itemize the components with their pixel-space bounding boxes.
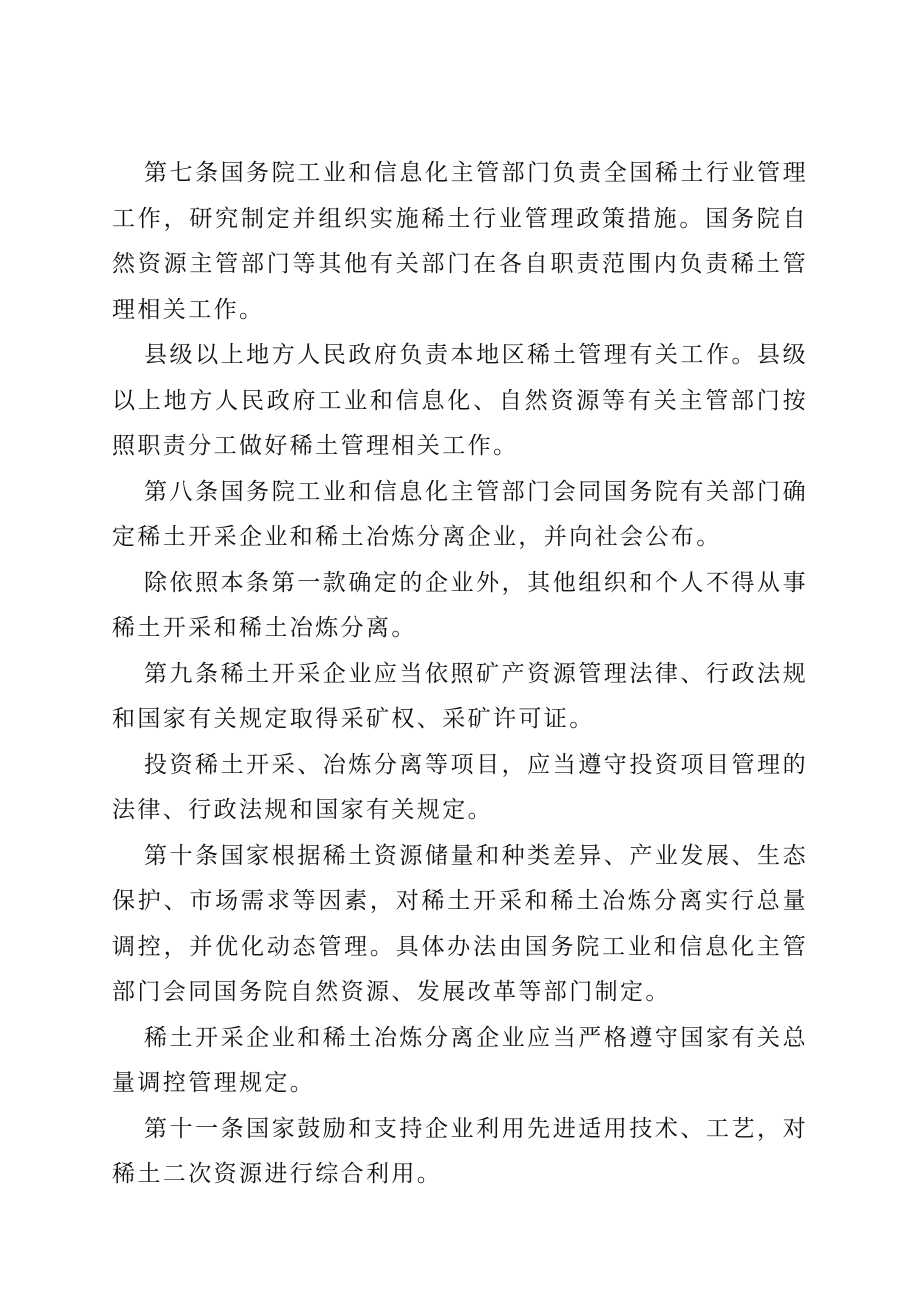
article-8-paragraph-1: 第八条国务院工业和信息化主管部门会同国务院有关部门确定稀土开采企业和稀土冶炼分离企业，并向社会公布。 [112, 478, 808, 550]
article-7-paragraph-1: 第七条国务院工业和信息化主管部门负责全国稀土行业管理工作，研究制定并组织实施稀土行业管理政策措施。国务院自然资源主管部门等其他有关部门在各自职责范围内负责稀土管理相关工作。 [112, 160, 808, 323]
article-7-paragraph-2: 县级以上地方人民政府负责本地区稀土管理有关工作。县级以上地方人民政府工业和信息化、自然资源等有关主管部门按照职责分工做好稀土管理相关工作。 [112, 342, 808, 459]
article-10-paragraph-2: 稀土开采企业和稀土冶炼分离企业应当严格遵守国家有关总量调控管理规定。 [112, 1024, 808, 1096]
article-10-paragraph-1: 第十条国家根据稀土资源储量和种类差异、产业发展、生态保护、市场需求等因素，对稀土开采和稀土冶炼分离实行总量调控，并优化动态管理。具体办法由国务院工业和信息化主管部门会同国务院自然资源、发展改革等部门制定。 [112, 842, 808, 1005]
article-9-paragraph-2: 投资稀土开采、冶炼分离等项目，应当遵守投资项目管理的法律、行政法规和国家有关规定。 [112, 751, 808, 823]
article-8-paragraph-2: 除依照本条第一款确定的企业外，其他组织和个人不得从事稀土开采和稀土冶炼分离。 [112, 569, 808, 641]
article-9-paragraph-1: 第九条稀土开采企业应当依照矿产资源管理法律、行政法规和国家有关规定取得采矿权、采矿许可证。 [112, 660, 808, 732]
article-11-paragraph-1: 第十一条国家鼓励和支持企业利用先进适用技术、工艺，对稀土二次资源进行综合利用。 [112, 1115, 808, 1187]
